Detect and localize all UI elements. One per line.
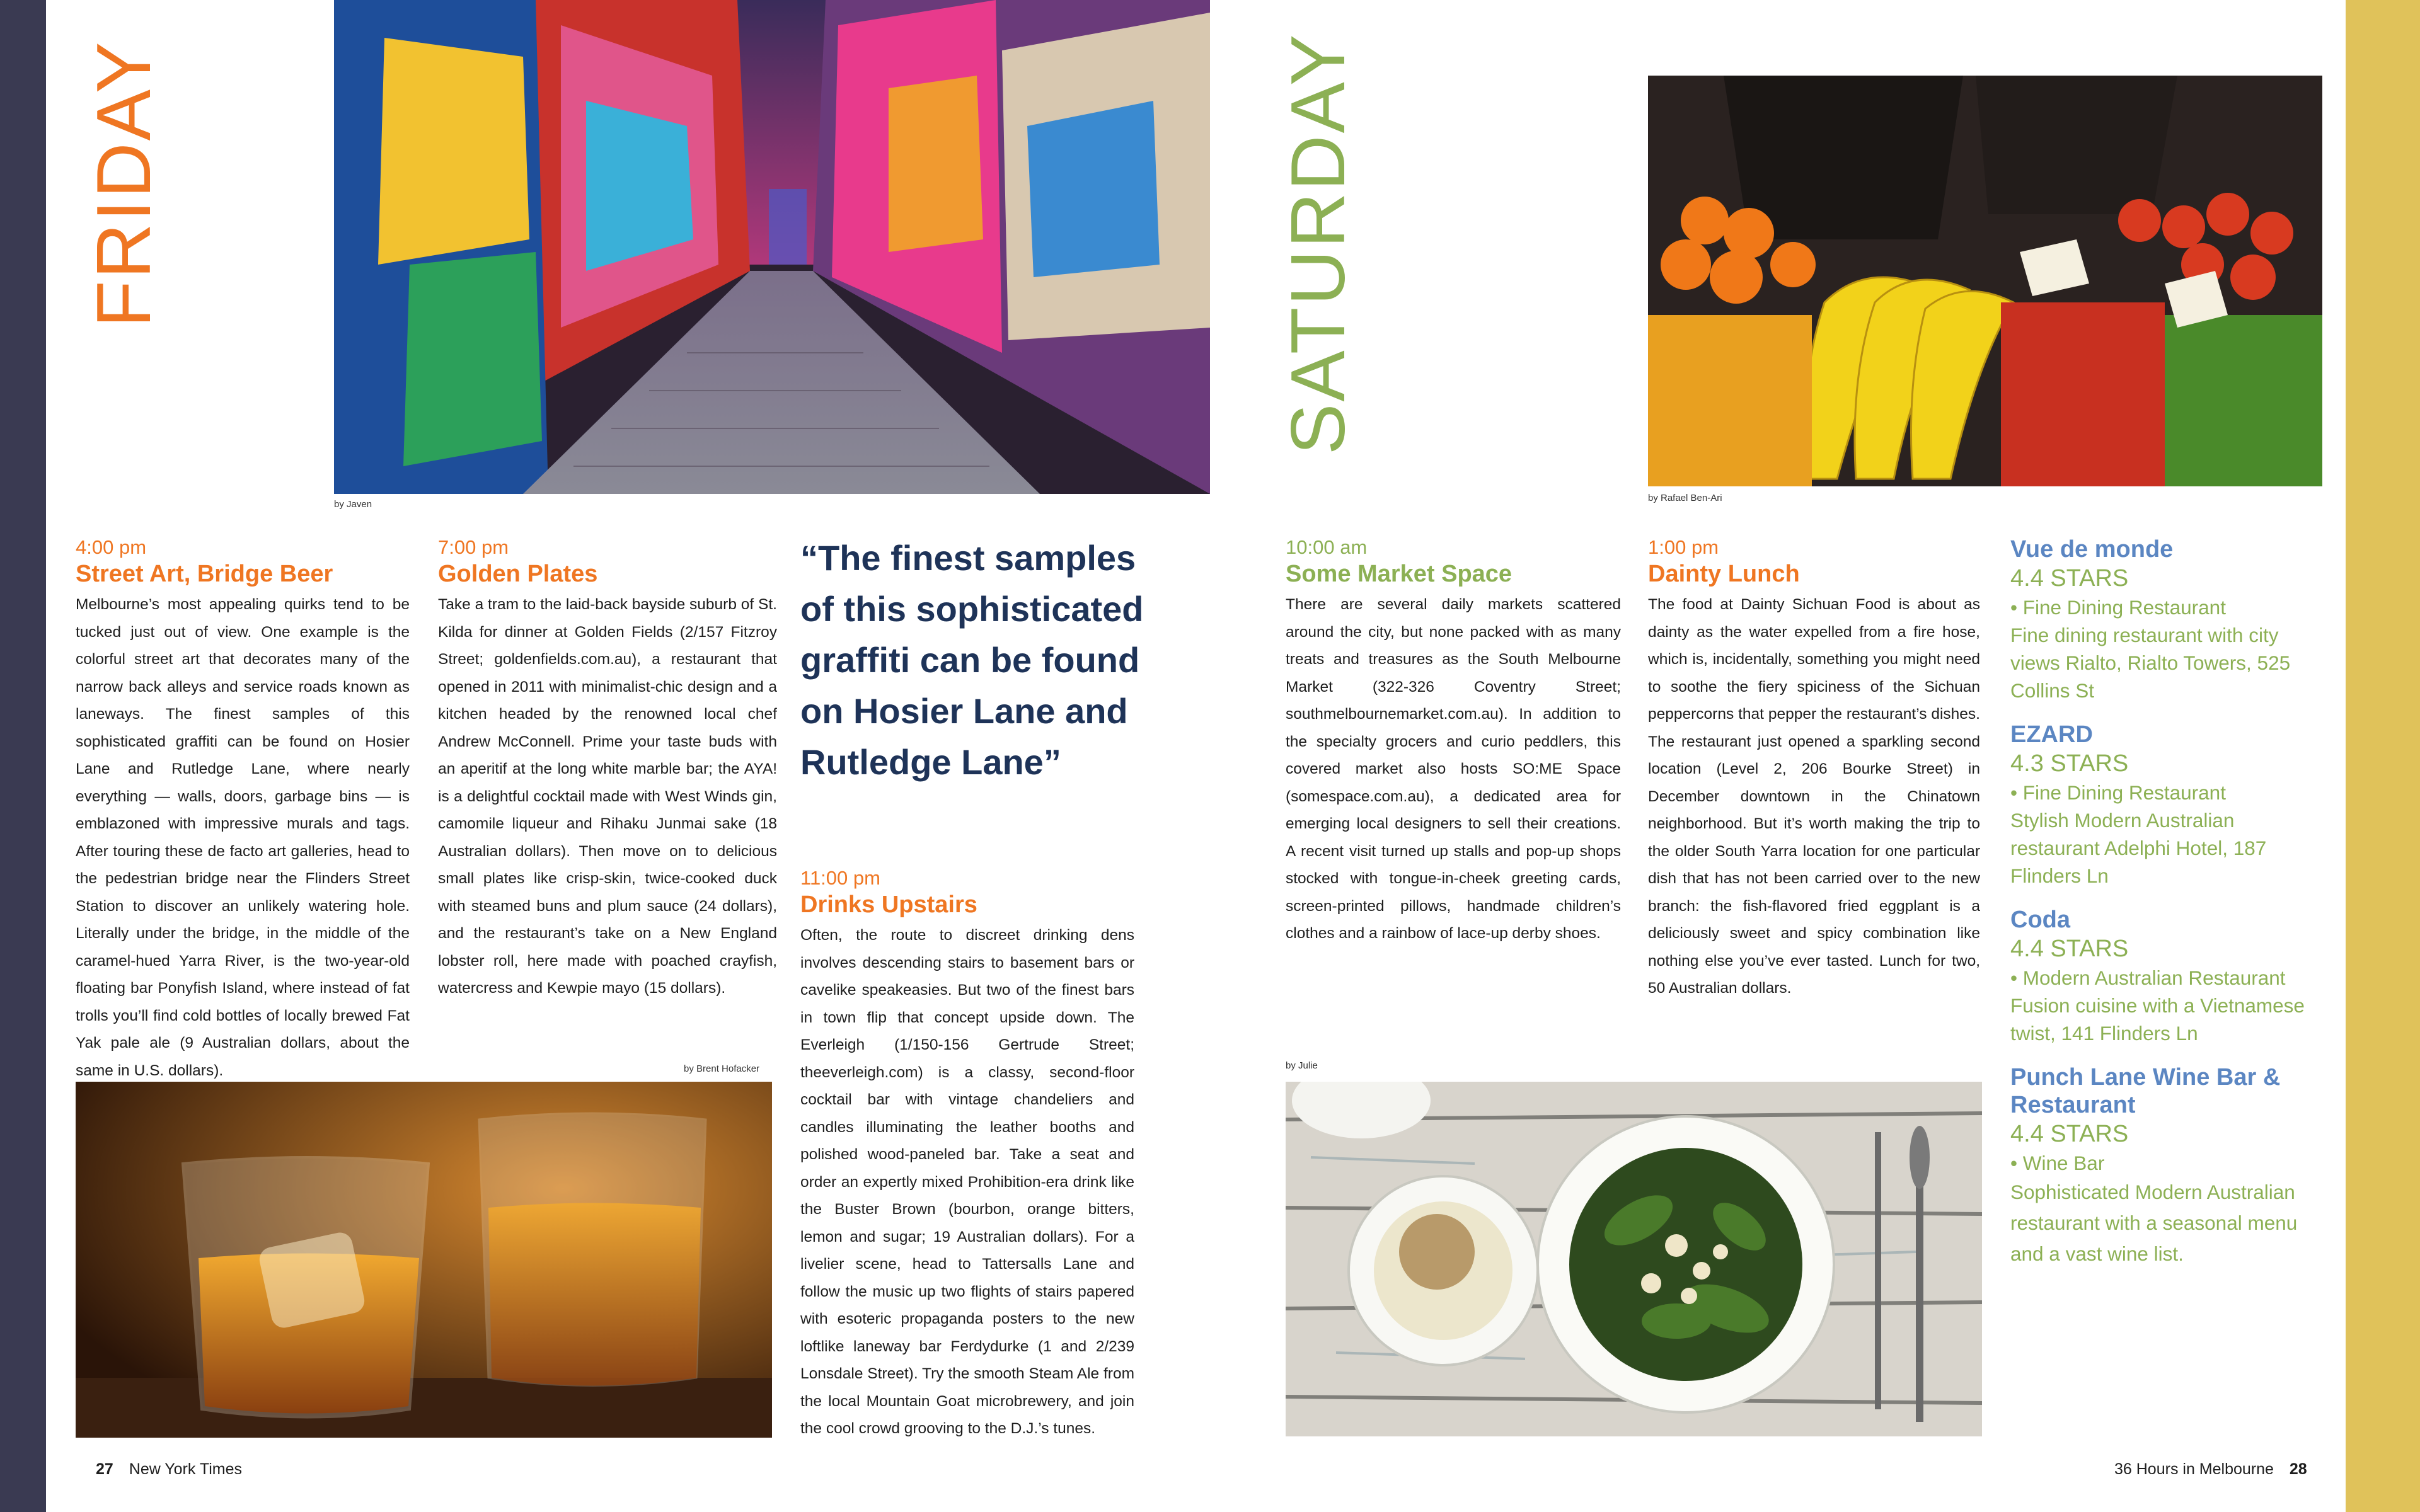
photo-credit: by Julie — [1286, 1060, 1318, 1071]
restaurant-name: EZARD — [2010, 721, 2093, 748]
section-name: 36 Hours in Melbourne — [2114, 1460, 2274, 1478]
whisky-glasses-photo — [76, 1082, 772, 1438]
entry-heading: Street Art, Bridge Beer — [76, 561, 333, 587]
restaurant-description: Stylish Modern Australian restaurant Adelphi Hotel, 187 Flinders Ln — [2010, 809, 2267, 887]
entry-body: Often, the route to discreet drinking dens involves descending stairs to basement bars or cavelike speakeasies. But two of the finest bars in town flip that concept upside down. The Everleigh (1/150-156 Gertrude Street; theeverleigh.com) is a classy, second-floor cocktail bar with vintage chandeliers and candles illuminating the leather booths and polished wood-paneled bar. Take a seat and order an expertly mixed Prohibition-era drink like the Buster Brown (bourbon, orange bitters, lemon and sugar; 19 Australian dollars). For a livelier scene, head to Tattersalls Lane and follow the music up two flights of stairs papered with esoteric propaganda posters to the new loftlike laneway bar Ferdydurke (1 and 2/239 Lonsdale Street). Try the smooth Steam Ale from the local Mountain Goat microbrewery, and join the cool crowd grooving to the D.J.’s tunes. — [800, 927, 1134, 1437]
market-produce-photo — [1648, 76, 2322, 486]
entry-body: The food at Dainty Sichuan Food is about as dainty as the water expelled from a fire hose, which is, incidentally, something you might need to soothe the fiery spiciness of the Sichuan peppercorns that pepper the restaurant’s dishes. The restaurant just opened a sparkling second location (Level 2, 206 Bourke Street) in December downtown in the Chinatown neighborhood. But it’s worth making the trip to the older South Yarra location for one particular dish that has not been carried over to the new branch: the fish-flavored fried eggplant is a deliciously sweet and spicy combination like nothing else you’ve ever tasted. Lunch for two, 50 Australian dollars. — [1648, 596, 1980, 997]
photo-credit: by Rafael Ben-Ari — [1648, 493, 1722, 503]
restaurant-name: Punch Lane Wine Bar & Restaurant — [2010, 1064, 2281, 1118]
restaurant-category: • Fine Dining Restaurant — [2010, 781, 2226, 804]
article-entry — [800, 866, 1134, 1443]
restaurant-rating: 4.3 STARS — [2010, 750, 2129, 777]
restaurant-item — [2010, 906, 2307, 1047]
saturday-title: SATURDAY — [1275, 32, 1361, 455]
pull-quote: “The finest samples of this sophisticated graffiti can be found on Hosier Lane and Rutledge Lane” — [800, 538, 1144, 782]
restaurant-item — [2010, 721, 2307, 890]
page-number: 28 — [2289, 1460, 2307, 1478]
article-entry — [76, 536, 410, 1084]
page-number: 27 — [96, 1460, 113, 1478]
graffiti-lane-photo — [334, 0, 1210, 494]
restaurant-rating: 4.4 STARS — [2010, 1121, 2129, 1147]
footer-left — [96, 1460, 242, 1479]
restaurant-list — [2010, 536, 2307, 1269]
entry-heading: Some Market Space — [1286, 561, 1512, 587]
entry-time: 10:00 am — [1286, 536, 1368, 558]
entry-time: 11:00 pm — [800, 867, 880, 889]
footer-right — [2114, 1460, 2307, 1479]
restaurant-description: Sophisticated Modern Australian restaurant with a seasonal menu and a vast wine list. — [2010, 1181, 2298, 1265]
publication-name: New York Times — [129, 1460, 243, 1478]
entry-body: Melbourne’s most appealing quirks tend to be tucked just out of view. One example is the colorful street art that decorates many of the narrow back alleys and service roads known as laneways. The finest samples of this sophisticated graffiti can be found on Hosier Lane and Rutledge Lane, where nearly everything — walls, doors, garbage bins — is emblazoned with impressive murals and tags. After touring these de facto art galleries, head to the pedestrian bridge near the Flinders Street Station to discover an unlikely watering hole. Literally under the bridge, in the middle of the caramel-hued Yarra River, is the two-year-old floating bar Ponyfish Island, where instead of fat trolls you’ll find cold bottles of locally brewed Fat Yak pale ale (9 Australian dollars, about the same in U.S. dollars). — [76, 596, 410, 1079]
article-entry — [1286, 536, 1621, 948]
photo-credit: by Brent Hofacker — [684, 1063, 760, 1074]
article-entry — [1648, 536, 1980, 1002]
restaurant-name: Coda — [2010, 907, 2070, 933]
photo-credit: by Javen — [334, 499, 372, 510]
entry-heading: Dainty Lunch — [1648, 561, 1800, 587]
friday-title: FRIDAY — [81, 40, 166, 328]
restaurant-category: • Fine Dining Restaurant — [2010, 596, 2226, 619]
restaurant-category: • Modern Australian Restaurant Fusion cuisine with a Vietnamese twist, 141 Flinders Ln — [2010, 966, 2305, 1045]
restaurant-rating: 4.4 STARS — [2010, 565, 2129, 592]
entry-body: There are several daily markets scattered around the city, but none packed with as many treats and treasures as the South Melbourne Market (322-326 Coventry Street; southmelbournemarket.com.au). In addition to the specialty grocers and curio peddlers, this covered market also hosts SO:ME Space (somespace.com.au), a dedicated area for emerging local designers to sell their creations. A recent visit turned up stalls and pop-up shops stocked with tongue-in-cheek greeting cards, screen-printed pillows, handmade children’s clothes and a rainbow of lace-up derby shoes. — [1286, 596, 1621, 942]
article-entry — [438, 536, 777, 1002]
restaurant-item — [2010, 536, 2307, 704]
entry-heading: Golden Plates — [438, 561, 598, 587]
restaurant-rating: 4.4 STARS — [2010, 936, 2129, 962]
right-edge-band — [2346, 0, 2420, 1512]
entry-time: 4:00 pm — [76, 536, 147, 558]
entry-time: 1:00 pm — [1648, 536, 1719, 558]
restaurant-description: Fine dining restaurant with city views Rialto, Rialto Towers, 525 Collins St — [2010, 624, 2291, 702]
left-edge-band — [0, 0, 46, 1512]
salad-bowls-photo — [1286, 1082, 1982, 1436]
entry-body: Take a tram to the laid-back bayside suburb of St. Kilda for dinner at Golden Fields (2/157 Fitzroy Street; goldenfields.com.au), a restaurant that opened in 2011 with minimalist-chic design and a kitchen headed by the renowned local chef Andrew McConnell. Prime your taste buds with an aperitif at the long white marble bar; the AYA! is a delightful cocktail made with West Winds gin, camomile liqueur and Rihaku Junmai sake (18 Australian dollars). Then move on to delicious small plates like crisp-skin, twice-cooked duck with steamed buns and plum sauce (24 dollars), and the restaurant’s take on a New England lobster roll, here made with poached crayfish, watercress and Kewpie mayo (15 dollars). — [438, 596, 777, 997]
entry-time: 7:00 pm — [438, 536, 509, 558]
restaurant-category: • Wine Bar — [2010, 1152, 2105, 1174]
entry-heading: Drinks Upstairs — [800, 891, 977, 918]
restaurant-item — [2010, 1063, 2307, 1269]
restaurant-name: Vue de monde — [2010, 536, 2174, 563]
